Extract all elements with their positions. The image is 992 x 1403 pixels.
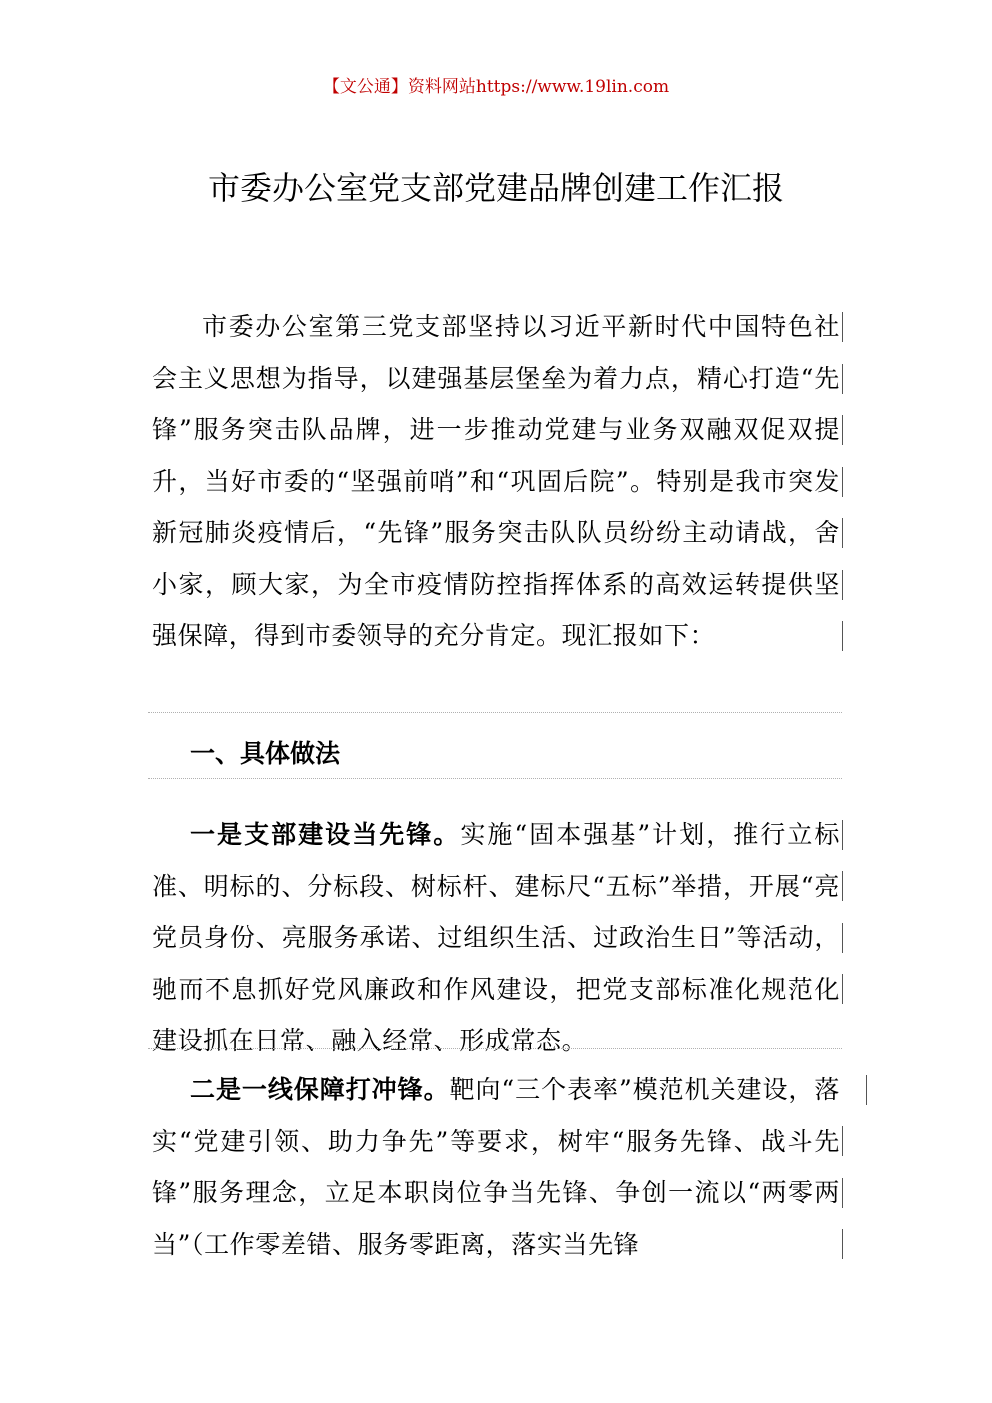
section-heading: 一、具体做法 xyxy=(190,739,341,768)
line-marker xyxy=(842,364,843,394)
line-marker xyxy=(842,871,843,901)
line-marker xyxy=(842,312,843,342)
line-marker xyxy=(842,570,843,600)
line-marker xyxy=(842,974,843,1004)
line-marker xyxy=(842,518,843,548)
intro-paragraph: 市委办公室第三党支部坚持以习近平新时代中国特色社会主义思想为指导，以建强基层堡垒为着力点，精心打造“先锋”服务突击队品牌，进一步推动党建与业务双融双促双提升，当好市委的“坚强前哨”和“巩固后院”。特别是我市突发新冠肺炎疫情后，“先锋”服务突击队队员纷纷主动请战，舍小家，顾大家，为全市疫情防控指挥体系的高效运转提供坚强保障，得到市委领导的充分肯定。现汇报如下： xyxy=(152,312,840,650)
line-marker xyxy=(842,1178,843,1208)
section-divider xyxy=(148,1048,842,1049)
line-marker xyxy=(842,1126,843,1156)
item-text: 靶向“三个表率”模范机关建设，落实“党建引领、助力争先”等要求，树牢“服务先锋、战斗先锋”服务理念，立足本职岗位争当先锋、争创一流以“两零两当”（工作零差错、服务零距离，落实当先锋 xyxy=(152,1075,840,1259)
source-header[interactable]: 【文公通】资料网站https://www.19lin.com xyxy=(322,77,670,97)
line-marker xyxy=(842,1229,843,1259)
item-paragraph-1 xyxy=(152,809,840,1067)
line-marker xyxy=(842,415,843,445)
line-marker xyxy=(842,467,843,497)
line-marker xyxy=(866,1075,867,1105)
item-lead: 二是一线保障打冲锋。 xyxy=(190,1075,450,1104)
item-paragraph-2 xyxy=(152,1064,840,1270)
line-marker xyxy=(842,923,843,953)
line-marker xyxy=(842,621,843,651)
line-marker xyxy=(842,820,843,850)
item-lead: 一是支部建设当先锋。 xyxy=(190,820,461,849)
section-divider xyxy=(148,778,842,779)
item-text: 实施“固本强基”计划，推行立标准、明标的、分标段、树标杆、建标尺“五标”举措，开展“亮党员身份、亮服务承诺、过组织生活、过政治生日”等活动，驰而不息抓好党风廉政和作风建设，把党支部标准化规范化建设抓在日常、融入经常、形成常态。 xyxy=(152,820,840,1055)
section-divider xyxy=(148,712,842,713)
document-title: 市委办公室党支部党建品牌创建工作汇报 xyxy=(207,169,784,207)
